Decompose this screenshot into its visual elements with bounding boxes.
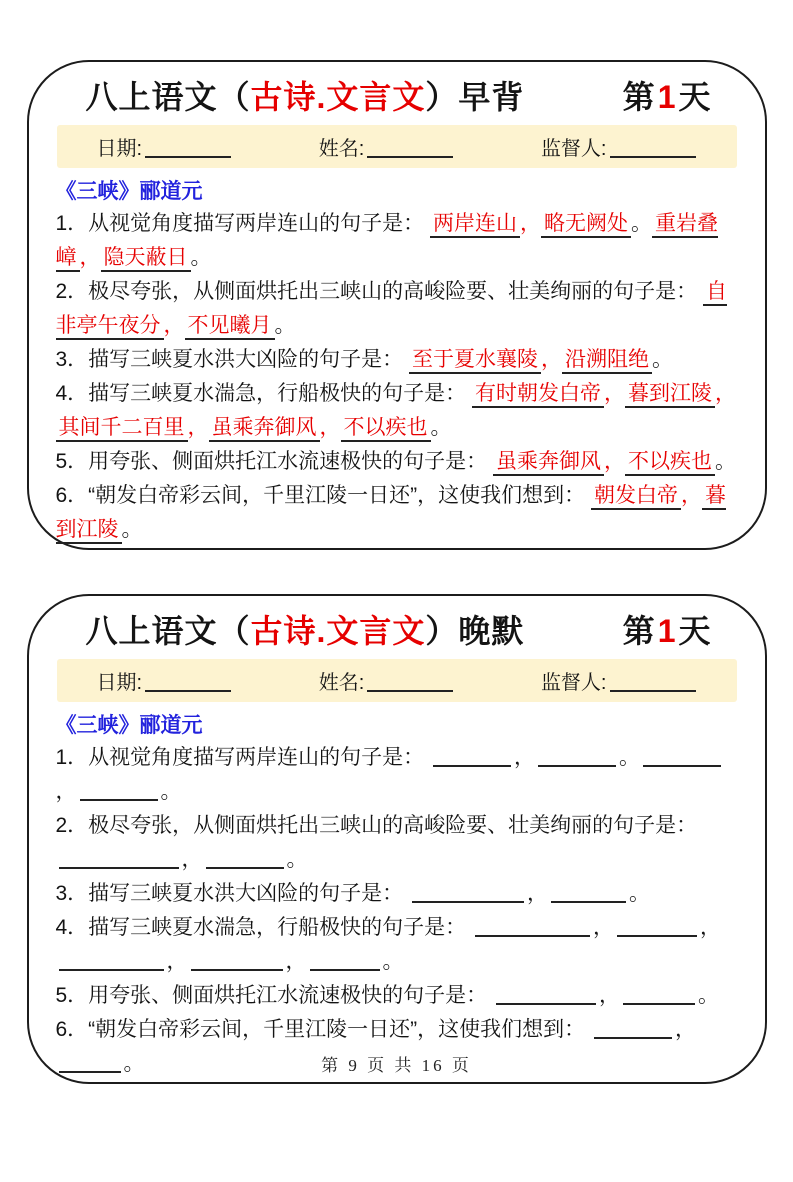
- question-text: ，: [319, 416, 341, 439]
- question-text: ，: [541, 348, 563, 371]
- title-pre: 八上语文（: [85, 79, 251, 115]
- question-item: [56, 911, 738, 979]
- info-band: [57, 659, 737, 702]
- info-band: [57, 125, 737, 168]
- question-item: [56, 479, 738, 547]
- supervisor-field: [541, 666, 699, 695]
- answer-text: 隐天蔽日: [101, 246, 191, 272]
- question-text: 。: [121, 518, 143, 541]
- question-item: [56, 741, 738, 809]
- question-text: ，: [675, 1018, 696, 1041]
- question-text: 4．描写三峡夏水湍急，行船极快的句子是：: [55, 916, 473, 939]
- name-field: [319, 666, 457, 695]
- question-text: 。: [715, 450, 737, 473]
- date-field: [97, 666, 235, 695]
- supervisor-field: [541, 132, 699, 161]
- day-post: 天: [678, 79, 712, 115]
- question-text: 3．描写三峡夏水洪大凶险的句子是：: [55, 348, 410, 371]
- answer-blank-line: [496, 991, 596, 1005]
- day-pre: 第: [622, 613, 656, 649]
- date-blank-line: [145, 678, 231, 692]
- answer-text: 不以疾也: [625, 450, 715, 476]
- answer-blank-line: [412, 889, 524, 903]
- morning-recite-panel: [27, 60, 767, 550]
- poem-title: 《三峡》郦道元: [55, 180, 203, 203]
- day-badge: [623, 72, 712, 118]
- answer-blank-line: [475, 923, 590, 937]
- answer-blank-line: [538, 753, 616, 767]
- question-text: 3．描写三峡夏水洪大凶险的句子是：: [55, 882, 410, 905]
- question-text: ，: [163, 314, 185, 337]
- question-item: [56, 343, 738, 377]
- supervisor-label: 监督人:: [540, 672, 607, 694]
- question-text: 。: [698, 984, 720, 1007]
- day-post: 天: [678, 613, 712, 649]
- answer-blank-line: [59, 855, 179, 869]
- answer-text: 略无阙处: [541, 212, 631, 238]
- question-list: [56, 741, 738, 1081]
- answer-text: 至于夏水襄陵: [409, 348, 541, 374]
- question-item: [56, 979, 738, 1013]
- question-text: ，: [593, 916, 615, 939]
- question-text: ，: [55, 780, 77, 803]
- day-number: 1: [657, 79, 677, 115]
- supervisor-blank-line: [610, 144, 696, 158]
- question-text: 4．描写三峡夏水湍急，行船极快的句子是：: [55, 382, 473, 405]
- question-item: [56, 275, 738, 343]
- question-list: [56, 207, 738, 547]
- date-blank-line: [145, 144, 231, 158]
- panel-title-text: [86, 606, 525, 652]
- answer-text: 暮到江陵: [625, 382, 715, 408]
- question-text: 2．极尽夸张，从侧面烘托出三峡山的高峻险要、壮美绚丽的句子是：: [55, 280, 704, 303]
- name-blank-line: [367, 678, 453, 692]
- question-text: 1．从视觉角度描写两岸连山的句子是：: [55, 212, 431, 235]
- question-text: 2．极尽夸张，从侧面烘托出三峡山的高峻险要、壮美绚丽的句子是：: [55, 814, 698, 837]
- answer-blank-line: [310, 957, 380, 971]
- answer-text: 不见曦月: [185, 314, 275, 340]
- title-highlight: 古诗.文言文: [250, 613, 426, 649]
- question-text: ，: [514, 746, 536, 769]
- date-label: 日期:: [96, 672, 143, 694]
- question-text: 6．“朝发白帝彩云间，千里江陵一日还”，这使我们想到：: [55, 484, 591, 507]
- answer-blank-line: [191, 957, 283, 971]
- date-label: 日期:: [96, 138, 143, 160]
- question-text: 。: [430, 416, 452, 439]
- answer-blank-line: [80, 787, 158, 801]
- question-text: ，: [79, 246, 101, 269]
- question-text: 6．“朝发白帝彩云间，千里江陵一日还”，这使我们想到：: [55, 1018, 591, 1041]
- name-blank-line: [367, 144, 453, 158]
- question-item: [56, 877, 738, 911]
- answer-blank-line: [206, 855, 284, 869]
- question-text: 。: [631, 212, 653, 235]
- question-text: ，: [715, 382, 737, 405]
- question-text: ，: [181, 848, 203, 871]
- question-text: 。: [382, 950, 404, 973]
- name-label: 姓名:: [318, 138, 365, 160]
- question-text: 。: [160, 780, 182, 803]
- day-number: 1: [657, 613, 677, 649]
- question-text: 。: [123, 1052, 145, 1075]
- question-text: 。: [629, 882, 651, 905]
- answer-text: 其间千二百里: [56, 416, 188, 442]
- answer-blank-line: [433, 753, 511, 767]
- panel-title: [56, 604, 738, 652]
- answer-text: 虽乘奔御风: [493, 450, 604, 476]
- title-highlight: 古诗.文言文: [250, 79, 426, 115]
- question-text: ，: [604, 450, 626, 473]
- poem-title: 《三峡》郦道元: [55, 714, 203, 737]
- answer-text: 两岸连山: [430, 212, 520, 238]
- question-item: [56, 809, 738, 877]
- answer-blank-line: [623, 991, 695, 1005]
- question-text: 1．从视觉角度描写两岸连山的句子是：: [55, 746, 431, 769]
- answer-blank-line: [617, 923, 697, 937]
- question-text: ，: [520, 212, 542, 235]
- answer-text: 自非亭午夜分: [56, 280, 728, 340]
- answer-text: 暮到江陵: [56, 484, 727, 544]
- question-text: 。: [652, 348, 674, 371]
- title-post: ）早背: [425, 79, 525, 115]
- question-text: 。: [619, 746, 641, 769]
- name-label: 姓名:: [318, 672, 365, 694]
- page-number-footer: 第 9 页 共 16 页: [321, 1056, 472, 1075]
- answer-text: 有时朝发白帝: [472, 382, 604, 408]
- question-item: [56, 207, 738, 275]
- answer-text: 重岩叠嶂: [56, 212, 719, 272]
- panel-title-text: [86, 72, 525, 118]
- answer-blank-line: [643, 753, 721, 767]
- evening-dictation-panel: [27, 594, 767, 1084]
- title-pre: 八上语文（: [85, 613, 251, 649]
- panel-title: [56, 70, 738, 118]
- question-text: ，: [604, 382, 626, 405]
- question-text: 5．用夸张、侧面烘托江水流速极快的句子是：: [55, 450, 494, 473]
- question-text: ，: [681, 484, 702, 507]
- question-text: ，: [187, 416, 209, 439]
- question-text: ，: [285, 950, 307, 973]
- day-badge: [623, 606, 712, 652]
- question-text: 5．用夸张、侧面烘托江水流速极快的句子是：: [55, 984, 494, 1007]
- answer-text: 不以疾也: [341, 416, 431, 442]
- question-item: [56, 377, 738, 445]
- date-field: [97, 132, 235, 161]
- day-pre: 第: [622, 79, 656, 115]
- question-text: ，: [527, 882, 549, 905]
- supervisor-label: 监督人:: [540, 138, 607, 160]
- answer-text: 虽乘奔御风: [209, 416, 320, 442]
- answer-blank-line: [594, 1025, 672, 1039]
- question-text: ，: [700, 916, 722, 939]
- question-text: ，: [599, 984, 621, 1007]
- question-text: 。: [274, 314, 296, 337]
- title-post: ）晚默: [425, 613, 525, 649]
- answer-blank-line: [59, 957, 164, 971]
- name-field: [319, 132, 457, 161]
- answer-blank-line: [551, 889, 626, 903]
- question-item: [56, 445, 738, 479]
- question-text: ，: [166, 950, 188, 973]
- answer-text: 朝发白帝: [591, 484, 681, 510]
- question-text: 。: [286, 848, 308, 871]
- answer-text: 沿溯阻绝: [562, 348, 652, 374]
- question-text: 。: [190, 246, 212, 269]
- supervisor-blank-line: [610, 678, 696, 692]
